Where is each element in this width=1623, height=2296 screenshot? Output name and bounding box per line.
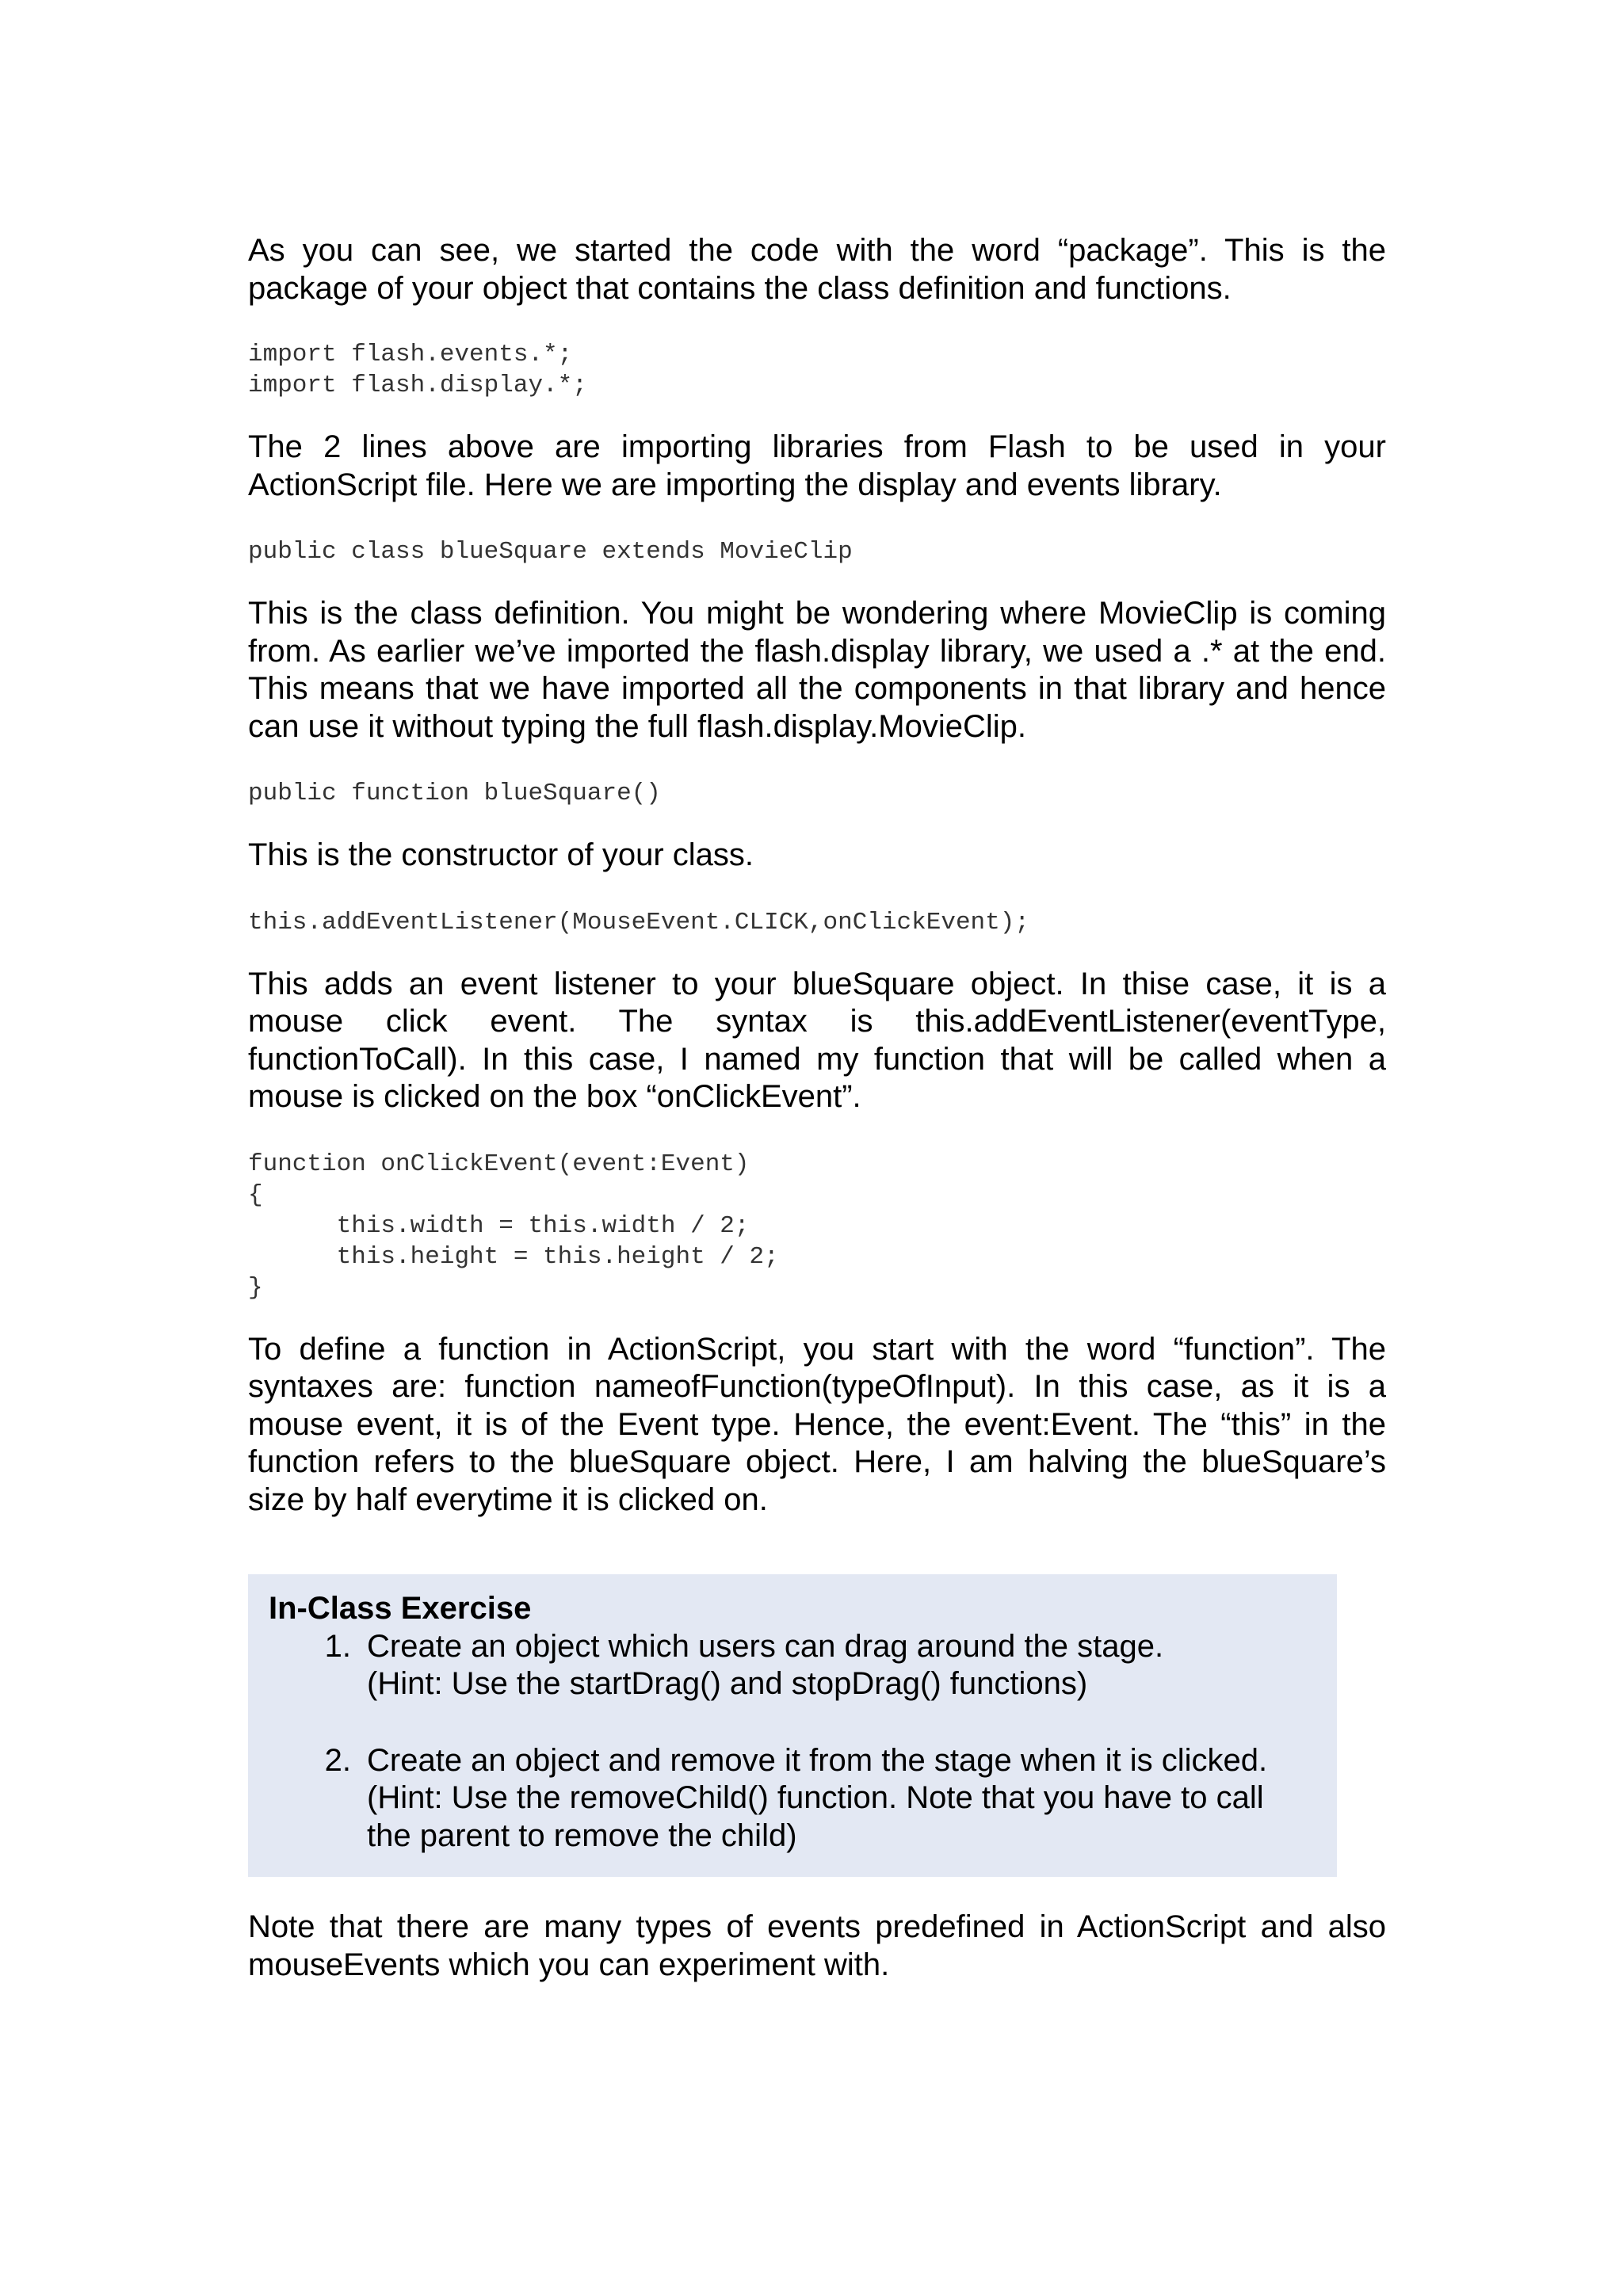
paragraph-event-listener: This adds an event listener to your blueSquare object. In thise case, it is a mouse click event. The syntax is this.addEventListener(eventType, functionToCall). In this case, I named my function that will be called when a mouse is clicked on the box “onClickEvent”. bbox=[248, 966, 1386, 1114]
code-imports: import flash.events.*; import flash.display.*; bbox=[248, 341, 587, 399]
code-constructor: public function blueSquare() bbox=[248, 780, 661, 807]
paragraph-package-intro: As you can see, we started the code with the word “package”. This is the package of your object that contains the class definition and functions. bbox=[248, 233, 1386, 306]
exercise-title: In-Class Exercise bbox=[269, 1591, 532, 1626]
exercise-item-line: the parent to remove the child) bbox=[367, 1817, 797, 1853]
exercise-item-line: Create an object and remove it from the stage when it is clicked. bbox=[367, 1742, 1268, 1778]
exercise-item-line: (Hint: Use the startDrag() and stopDrag() functions) bbox=[367, 1666, 1088, 1701]
exercise-item-text bbox=[367, 1742, 1316, 1855]
document-page bbox=[248, 232, 1386, 1984]
exercise-item-text bbox=[367, 1628, 1316, 1703]
exercise-list bbox=[269, 1628, 1316, 1855]
exercise-item bbox=[269, 1628, 1316, 1703]
exercise-item-number: 1. bbox=[324, 1628, 351, 1664]
code-class-declaration: public class blueSquare extends MovieClip bbox=[248, 538, 853, 566]
paragraph-constructor: This is the constructor of your class. bbox=[248, 837, 754, 872]
paragraph-function-definition: To define a function in ActionScript, you start with the word “function”. The syntaxes are: function nameofFunction(typeOfInput). In this case, as it is a mouse event, it is of the Event type. Hence, the event:Event. The “this” in the function refers to the blueSquare object. Here, I am halving the blueSquare’s size by half everytime it is clicked on. bbox=[248, 1331, 1386, 1517]
paragraph-imports-explained: The 2 lines above are importing libraries from Flash to be used in your ActionScript file. Here we are importing the display and events library. bbox=[248, 429, 1386, 502]
exercise-item-line: (Hint: Use the removeChild() function. Note that you have to call bbox=[367, 1780, 1264, 1815]
paragraph-closing-note: Note that there are many types of events predefined in ActionScript and also mouseEvents which you can experiment with. bbox=[248, 1909, 1386, 1982]
code-add-event-listener: this.addEventListener(MouseEvent.CLICK,onClickEvent); bbox=[248, 908, 1029, 936]
exercise-item bbox=[269, 1742, 1316, 1855]
exercise-item-line: Create an object which users can drag around the stage. bbox=[367, 1628, 1164, 1664]
exercise-box bbox=[248, 1574, 1337, 1877]
code-click-handler: function onClickEvent(event:Event) { this.width = this.width / 2; this.height = this.height / 2; } bbox=[248, 1150, 779, 1302]
paragraph-class-definition: This is the class definition. You might be wondering where MovieClip is coming from. As earlier we’ve imported the flash.display library, we used a .* at the end. This means that we have imported all the components in that library and hence can use it without typing the full flash.display.MovieClip. bbox=[248, 596, 1386, 744]
exercise-item-number: 2. bbox=[324, 1742, 351, 1778]
